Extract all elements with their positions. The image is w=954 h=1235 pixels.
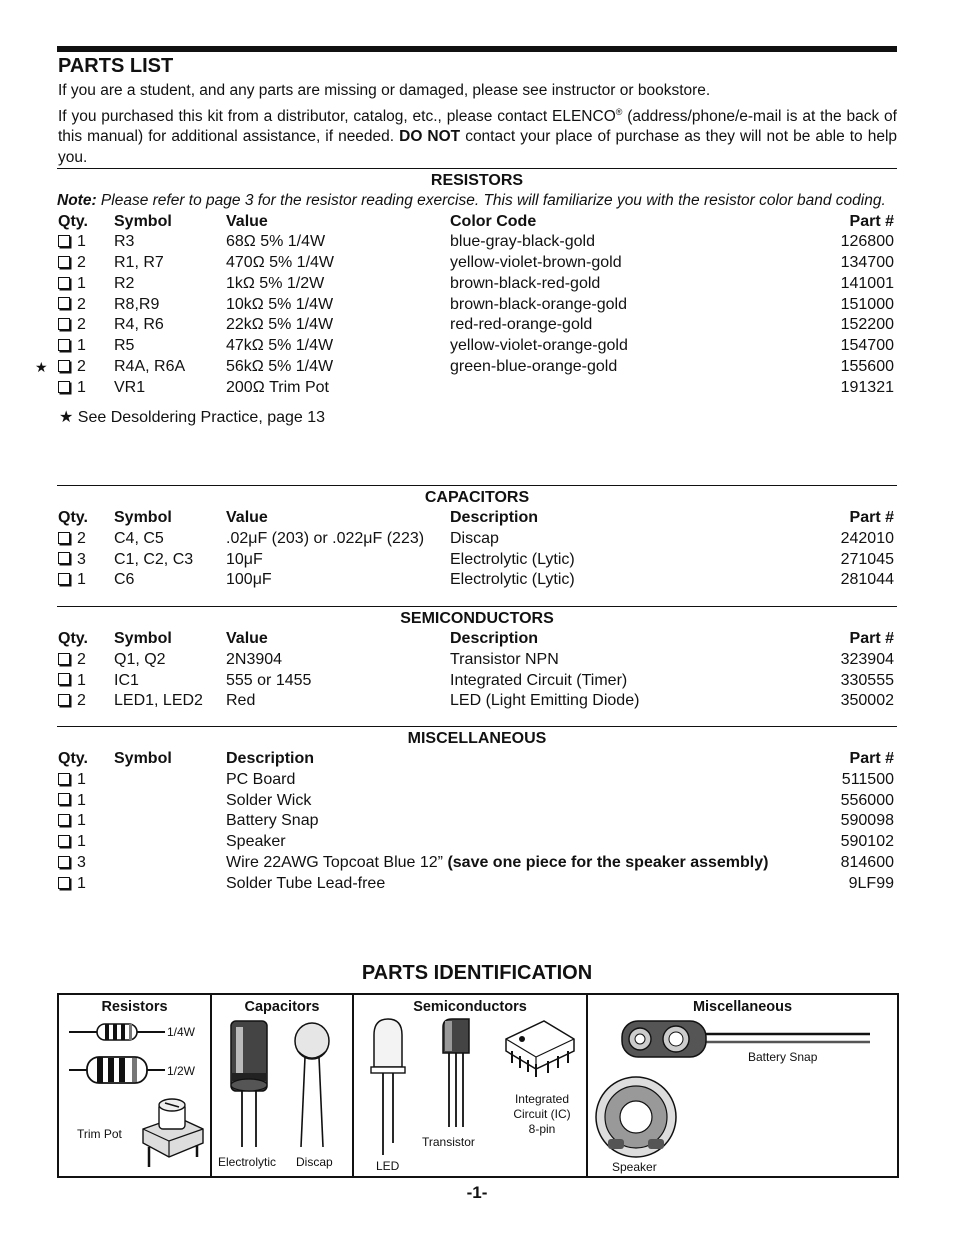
table-row — [57, 691, 897, 712]
table-row — [57, 315, 897, 336]
intro-text-a: If you purchased this kit from a distributor, catalog, etc., please contact ELENCO — [58, 107, 616, 125]
parts-identification-box — [57, 993, 899, 1178]
description — [226, 770, 834, 791]
color-code: yellow-violet-brown-gold — [450, 254, 622, 272]
qty: 2 — [77, 295, 86, 313]
disc-capacitor-icon — [292, 1021, 332, 1149]
speaker-label: Speaker — [612, 1160, 657, 1174]
id-resistors-title: Resistors — [101, 999, 168, 1015]
description-text: Battery Snap — [226, 812, 319, 830]
qty: 3 — [77, 550, 86, 568]
intro-text — [58, 81, 897, 168]
battery-snap-icon — [618, 1017, 874, 1061]
half-watt-label: 1/2W — [167, 1064, 196, 1078]
page-title: PARTS LIST — [58, 55, 174, 77]
table-header-row — [57, 749, 897, 770]
led-label: LED — [376, 1159, 400, 1173]
symbol: LED1, LED2 — [114, 692, 203, 710]
table-row — [57, 274, 897, 295]
description: Transistor NPN — [450, 650, 559, 668]
table-row — [57, 295, 897, 316]
ic-chip-icon — [502, 1017, 576, 1081]
page-number: -1- — [466, 1183, 488, 1202]
col-qty: Qty. — [58, 212, 88, 230]
col-description: Description — [450, 509, 539, 526]
table-row — [57, 770, 897, 791]
table-row — [57, 253, 897, 274]
description-text: PC Board — [226, 770, 296, 788]
capacitors-title: CAPACITORS — [424, 489, 530, 506]
part-number: 154700 — [840, 337, 894, 355]
qty: 1 — [77, 791, 86, 809]
checkbox[interactable] — [58, 793, 70, 805]
part-number: 151000 — [840, 295, 894, 313]
symbol: R4, R6 — [114, 316, 164, 334]
checkbox[interactable] — [58, 814, 70, 826]
qty: 2 — [77, 529, 86, 547]
col-symbol: Symbol — [114, 509, 172, 526]
intro-do-not: DO NOT — [399, 128, 461, 146]
ic-label-line1: Integrated — [514, 1092, 570, 1106]
checkbox[interactable] — [58, 360, 70, 372]
qty: 1 — [77, 833, 86, 851]
part-number: 134700 — [840, 254, 894, 272]
value: 555 or 1455 — [226, 671, 312, 689]
value: .02μF (203) or .022μF (223) — [226, 529, 425, 547]
battery-snap-label: Battery Snap — [748, 1050, 818, 1064]
checkbox[interactable] — [58, 653, 70, 665]
intro-text-b: (address/phone/e-mail is at the back of this manual) for additional assistance, if needed. — [58, 107, 897, 146]
resistors-title: RESISTORS — [430, 172, 524, 189]
quarter-watt-label: 1/4W — [167, 1025, 196, 1039]
table-row — [57, 650, 897, 671]
symbol: VR1 — [114, 378, 146, 396]
value: 68Ω 5% 1/4W — [226, 233, 326, 251]
value: 10μF — [226, 550, 263, 568]
note-text: Please refer to page 3 for the resistor reading exercise. This will familiarize you with the resistor color band coding. — [96, 192, 886, 209]
qty: 1 — [77, 274, 86, 292]
part-number: 242010 — [840, 529, 894, 547]
ic-label-line2: Circuit (IC) — [513, 1107, 571, 1121]
electrolytic-label: Electrolytic — [218, 1155, 277, 1169]
description: Electrolytic (Lytic) — [450, 550, 575, 568]
checkbox[interactable] — [58, 877, 70, 889]
table-row — [57, 357, 897, 378]
col-part: Part # — [849, 509, 894, 526]
checkbox[interactable] — [58, 277, 70, 289]
description — [226, 853, 834, 874]
description-text: Solder Tube Lead-free — [226, 874, 386, 892]
col-value: Value — [226, 509, 268, 526]
col-qty: Qty. — [58, 509, 88, 526]
table-row — [57, 853, 897, 874]
trim-pot-icon — [137, 1095, 209, 1171]
id-resistors-panel — [59, 995, 212, 1176]
qty: 3 — [77, 853, 86, 871]
part-number: 590102 — [840, 833, 894, 851]
part-number: 155600 — [840, 358, 894, 376]
resistors-table — [35, 212, 897, 399]
registered-mark: ® — [615, 106, 623, 117]
table-row — [57, 529, 897, 550]
table-header-row — [57, 508, 897, 529]
part-number: 350002 — [840, 692, 894, 710]
star-icon: ★ — [35, 359, 48, 376]
part-number: 152200 — [840, 316, 894, 334]
description: Discap — [450, 529, 499, 547]
part-number: 814600 — [840, 853, 894, 871]
miscellaneous-title: MISCELLANEOUS — [407, 730, 547, 747]
table-row — [57, 570, 897, 591]
color-code: green-blue-orange-gold — [450, 358, 618, 376]
color-code: brown-black-red-gold — [450, 274, 601, 292]
value: 47kΩ 5% 1/4W — [226, 337, 334, 355]
table-header-row — [57, 629, 897, 650]
col-symbol: Symbol — [114, 750, 172, 767]
table-row — [57, 336, 897, 357]
semiconductors-table — [57, 629, 897, 712]
quarter-watt-resistor-icon — [67, 1019, 167, 1045]
resistors-section — [35, 168, 897, 427]
id-semiconductors-title: Semiconductors — [413, 999, 527, 1015]
table-row — [57, 671, 897, 692]
desoldering-footnote: ★ See Desoldering Practice, page 13 — [59, 408, 326, 426]
ic-label-line3: 8-pin — [528, 1122, 556, 1136]
qty: 2 — [77, 316, 86, 334]
description-text: Speaker — [226, 833, 286, 851]
description: Electrolytic (Lytic) — [450, 571, 575, 589]
description-text: Wire 22AWG Topcoat Blue 12” — [226, 853, 448, 871]
transistor-icon — [440, 1017, 472, 1129]
symbol: R8,R9 — [114, 295, 160, 313]
part-number: 511500 — [841, 770, 894, 788]
color-code: blue-gray-black-gold — [450, 233, 595, 251]
semiconductors-title: SEMICONDUCTORS — [400, 610, 554, 627]
description-text: Solder Wick — [226, 791, 312, 809]
part-number: 281044 — [840, 571, 894, 589]
id-capacitors-title: Capacitors — [244, 999, 320, 1015]
description: LED (Light Emitting Diode) — [450, 692, 640, 710]
qty: 2 — [77, 650, 86, 668]
table-header-row — [57, 212, 897, 233]
intro-line-1: If you are a student, and any parts are missing or damaged, please see instructor or bookstore. — [58, 82, 711, 99]
col-description: Description — [226, 750, 315, 767]
col-qty: Qty. — [58, 750, 88, 767]
electrolytic-capacitor-icon — [228, 1019, 270, 1149]
checkbox[interactable] — [58, 381, 70, 393]
id-miscellaneous-title: Miscellaneous — [692, 999, 793, 1015]
capacitors-section — [57, 485, 897, 591]
value: 56kΩ 5% 1/4W — [226, 358, 334, 376]
part-number: 141001 — [840, 274, 894, 292]
checkbox[interactable] — [58, 773, 70, 785]
semiconductors-section — [57, 606, 897, 712]
col-color-code: Color Code — [450, 212, 537, 230]
value: 22kΩ 5% 1/4W — [226, 316, 334, 334]
symbol: R3 — [114, 233, 135, 251]
miscellaneous-section — [57, 726, 897, 895]
col-part: Part # — [849, 630, 894, 647]
table-row — [57, 791, 897, 812]
symbol: R4A, R6A — [114, 358, 186, 376]
qty: 1 — [77, 812, 86, 830]
col-qty: Qty. — [58, 630, 88, 647]
capacitors-table — [57, 508, 897, 591]
symbol: C6 — [114, 571, 135, 589]
table-row — [57, 832, 897, 853]
col-symbol: Symbol — [114, 212, 172, 230]
part-number: 323904 — [840, 650, 894, 668]
trim-pot-label: Trim Pot — [77, 1127, 122, 1141]
checkbox[interactable] — [58, 694, 70, 706]
col-value: Value — [226, 630, 268, 647]
id-capacitors-panel — [212, 995, 354, 1176]
color-code: yellow-violet-orange-gold — [450, 337, 628, 355]
table-row — [57, 378, 897, 399]
table-row — [57, 874, 897, 895]
checkbox[interactable] — [58, 256, 70, 268]
checkbox[interactable] — [58, 318, 70, 330]
table-row — [57, 232, 897, 253]
color-code — [450, 378, 789, 399]
qty: 1 — [77, 770, 86, 788]
part-number: 590098 — [840, 812, 894, 830]
symbol: Q1, Q2 — [114, 650, 166, 668]
resistors-note — [57, 191, 897, 212]
value: Red — [226, 692, 256, 710]
value: 100μF — [226, 571, 272, 589]
qty: 2 — [77, 358, 86, 376]
transistor-label: Transistor — [422, 1135, 475, 1149]
symbol: C1, C2, C3 — [114, 550, 194, 568]
qty: 1 — [77, 571, 86, 589]
qty: 1 — [77, 233, 86, 251]
value: 200Ω Trim Pot — [226, 378, 329, 396]
discap-label: Discap — [296, 1155, 333, 1169]
led-icon — [370, 1017, 406, 1157]
value: 2N3904 — [226, 650, 283, 668]
id-semiconductors-panel — [354, 995, 588, 1176]
col-symbol: Symbol — [114, 630, 172, 647]
qty: 1 — [77, 671, 86, 689]
part-number: 271045 — [840, 550, 894, 568]
parts-identification-title: PARTS IDENTIFICATION — [361, 962, 593, 984]
description — [226, 832, 834, 853]
part-number: 556000 — [840, 791, 894, 809]
id-miscellaneous-panel — [588, 995, 897, 1176]
description — [226, 811, 834, 832]
checkbox[interactable] — [58, 573, 70, 585]
part-number: 191321 — [840, 378, 894, 396]
symbol: R1, R7 — [114, 254, 164, 272]
note-label: Note: — [57, 192, 97, 209]
qty: 1 — [77, 874, 86, 892]
ic-label — [502, 1092, 582, 1137]
symbol: R5 — [114, 337, 135, 355]
col-value: Value — [226, 212, 268, 230]
checkbox[interactable] — [58, 235, 70, 247]
qty: 1 — [77, 378, 86, 396]
speaker-icon — [592, 1075, 680, 1159]
qty: 2 — [77, 254, 86, 272]
col-part: Part # — [849, 750, 894, 767]
qty: 2 — [77, 692, 86, 710]
description-bold: (save one piece for the speaker assembly) — [447, 853, 769, 871]
intro-text-c: contact your place of purchase as they will not be able to help you. — [58, 128, 898, 166]
table-row — [57, 550, 897, 571]
symbol: C4, C5 — [114, 529, 164, 547]
col-part: Part # — [849, 212, 894, 230]
value: 470Ω 5% 1/4W — [226, 254, 335, 272]
description — [226, 791, 834, 812]
top-rule — [57, 46, 897, 52]
color-code: red-red-orange-gold — [450, 316, 593, 334]
description: Integrated Circuit (Timer) — [450, 671, 628, 689]
symbol: IC1 — [114, 671, 139, 689]
checkbox[interactable] — [58, 552, 70, 564]
table-row — [57, 811, 897, 832]
checkbox[interactable] — [58, 835, 70, 847]
col-description: Description — [450, 630, 539, 647]
part-number: 126800 — [840, 233, 894, 251]
color-code: brown-black-orange-gold — [450, 295, 627, 313]
value: 10kΩ 5% 1/4W — [226, 295, 334, 313]
intro-line-2 — [58, 102, 897, 169]
description — [226, 874, 834, 895]
qty: 1 — [77, 337, 86, 355]
miscellaneous-table — [57, 749, 897, 895]
part-number: 9LF99 — [848, 874, 894, 892]
value: 1kΩ 5% 1/2W — [226, 274, 325, 292]
checkbox[interactable] — [58, 297, 70, 309]
checkbox[interactable] — [58, 339, 70, 351]
checkbox[interactable] — [58, 532, 70, 544]
symbol: R2 — [114, 274, 135, 292]
half-watt-resistor-icon — [67, 1053, 167, 1087]
checkbox[interactable] — [58, 673, 70, 685]
checkbox[interactable] — [58, 856, 70, 868]
part-number: 330555 — [840, 671, 894, 689]
